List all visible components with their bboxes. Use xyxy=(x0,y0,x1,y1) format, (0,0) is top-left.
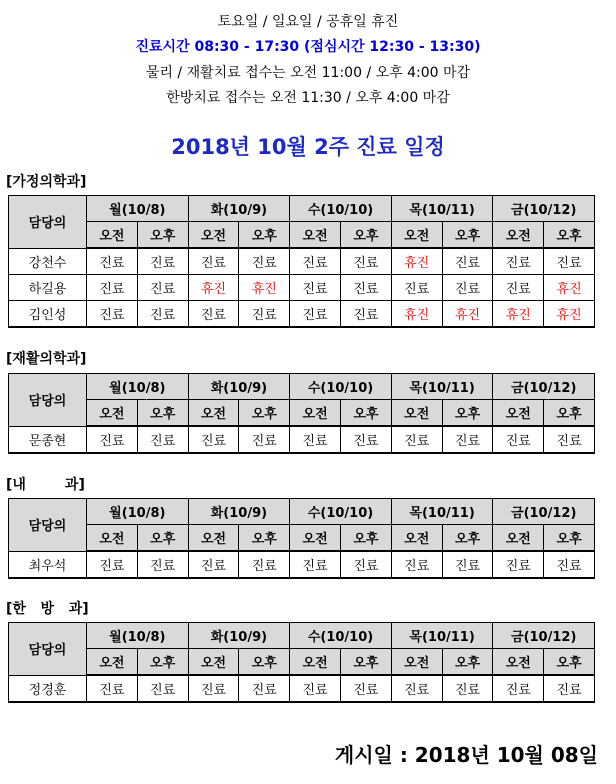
doctor-name: 하길용 xyxy=(9,275,87,301)
schedule-cell: 휴진 xyxy=(544,275,595,301)
am-header: 오전 xyxy=(290,400,341,427)
schedule-cell: 진료 xyxy=(137,248,188,275)
schedule-cell: 진료 xyxy=(290,426,341,453)
doctor-row xyxy=(9,675,595,702)
day-header-row xyxy=(9,196,595,222)
day-header-row xyxy=(9,374,595,400)
department-label: [재활의학과] xyxy=(6,351,87,367)
am-header: 오전 xyxy=(391,649,442,676)
day-header: 수(10/10) xyxy=(290,196,392,222)
schedule-cell: 진료 xyxy=(87,551,138,578)
department-label: [한 방 과] xyxy=(6,601,89,617)
schedule-cell: 진료 xyxy=(442,426,493,453)
day-header: 월(10/8) xyxy=(87,196,189,222)
day-header-row xyxy=(9,623,595,649)
schedule-cell: 진료 xyxy=(137,551,188,578)
day-header: 월(10/8) xyxy=(87,374,189,400)
day-header: 월(10/8) xyxy=(87,499,189,525)
schedule-cell: 휴진 xyxy=(239,275,290,301)
schedule-cell: 진료 xyxy=(137,275,188,301)
posted-date: 게시일 : 2018년 10월 08일 xyxy=(334,743,598,767)
schedule-cell: 진료 xyxy=(137,301,188,328)
schedule-cell: 진료 xyxy=(391,551,442,578)
schedule-cell: 휴진 xyxy=(391,301,442,328)
doctor-name: 정경훈 xyxy=(9,675,87,702)
schedule-cell: 진료 xyxy=(239,675,290,702)
schedule-cell: 진료 xyxy=(87,301,138,328)
doctor-name: 문종현 xyxy=(9,426,87,453)
am-header: 오전 xyxy=(290,222,341,249)
pm-header: 오후 xyxy=(137,525,188,552)
schedule-cell: 진료 xyxy=(341,426,392,453)
am-header: 오전 xyxy=(493,222,544,249)
doctor-header: 담당의 xyxy=(9,499,87,552)
day-header: 목(10/11) xyxy=(391,374,493,400)
schedule-cell: 진료 xyxy=(239,426,290,453)
schedule-cell: 진료 xyxy=(188,248,239,275)
day-header: 금(10/12) xyxy=(493,374,595,400)
pm-header: 오후 xyxy=(341,222,392,249)
am-header: 오전 xyxy=(188,222,239,249)
schedule-cell: 진료 xyxy=(188,426,239,453)
day-header: 목(10/11) xyxy=(391,196,493,222)
day-header: 금(10/12) xyxy=(493,499,595,525)
day-header: 목(10/11) xyxy=(391,623,493,649)
doctor-row xyxy=(9,426,595,453)
rehab-reception-notice: 물리 / 재활치료 접수는 오전 11:00 / 오후 4:00 마감 xyxy=(145,65,471,81)
am-header: 오전 xyxy=(87,525,138,552)
department-label: [내 과] xyxy=(6,477,85,493)
day-header-row xyxy=(9,499,595,525)
am-header: 오전 xyxy=(188,649,239,676)
schedule-cell: 진료 xyxy=(391,275,442,301)
day-header: 수(10/10) xyxy=(290,623,392,649)
schedule-cell: 진료 xyxy=(493,551,544,578)
schedule-cell: 진료 xyxy=(188,675,239,702)
schedule-title: 2018년 10월 2주 진료 일정 xyxy=(171,135,445,159)
department-label: [가정의학과] xyxy=(6,174,87,190)
doctor-name: 강천수 xyxy=(9,248,87,275)
pm-header: 오후 xyxy=(442,649,493,676)
schedule-cell: 진료 xyxy=(87,248,138,275)
schedule-cell: 진료 xyxy=(442,248,493,275)
schedule-cell: 진료 xyxy=(87,275,138,301)
pm-header: 오후 xyxy=(137,649,188,676)
pm-header: 오후 xyxy=(137,400,188,427)
schedule-cell: 진료 xyxy=(341,675,392,702)
pm-header: 오후 xyxy=(544,525,595,552)
schedule-cell: 진료 xyxy=(87,675,138,702)
day-header: 금(10/12) xyxy=(493,623,595,649)
am-header: 오전 xyxy=(87,649,138,676)
am-header: 오전 xyxy=(493,400,544,427)
day-header: 금(10/12) xyxy=(493,196,595,222)
doctor-name: 김인성 xyxy=(9,301,87,328)
schedule-cell: 진료 xyxy=(493,426,544,453)
clinic-hours-notice: 진료시간 08:30 - 17:30 (점심시간 12:30 - 13:30) xyxy=(135,39,481,55)
doctor-row xyxy=(9,301,595,328)
schedule-cell: 진료 xyxy=(391,426,442,453)
schedule-cell: 진료 xyxy=(290,675,341,702)
schedule-cell: 진료 xyxy=(239,301,290,328)
schedule-cell: 진료 xyxy=(87,426,138,453)
schedule-cell: 진료 xyxy=(341,248,392,275)
day-header: 화(10/9) xyxy=(188,499,290,525)
day-header: 화(10/9) xyxy=(188,196,290,222)
am-header: 오전 xyxy=(87,222,138,249)
am-header: 오전 xyxy=(290,649,341,676)
am-header: 오전 xyxy=(87,400,138,427)
am-header: 오전 xyxy=(493,649,544,676)
schedule-cell: 진료 xyxy=(493,675,544,702)
schedule-table xyxy=(8,373,595,454)
schedule-cell: 진료 xyxy=(290,275,341,301)
schedule-cell: 진료 xyxy=(544,675,595,702)
am-header: 오전 xyxy=(391,222,442,249)
doctor-header: 담당의 xyxy=(9,374,87,427)
schedule-cell: 진료 xyxy=(188,551,239,578)
pm-header: 오후 xyxy=(544,649,595,676)
am-header: 오전 xyxy=(188,525,239,552)
day-header: 화(10/9) xyxy=(188,374,290,400)
schedule-cell: 진료 xyxy=(391,675,442,702)
schedule-table xyxy=(8,622,595,703)
pm-header: 오후 xyxy=(442,525,493,552)
day-header: 수(10/10) xyxy=(290,374,392,400)
closed-days-notice: 토요일 / 일요일 / 공휴일 휴진 xyxy=(217,14,399,30)
am-pm-header-row xyxy=(9,400,595,427)
schedule-cell: 진료 xyxy=(188,301,239,328)
schedule-cell: 진료 xyxy=(239,551,290,578)
pm-header: 오후 xyxy=(341,649,392,676)
pm-header: 오후 xyxy=(239,649,290,676)
schedule-cell: 휴진 xyxy=(188,275,239,301)
schedule-cell: 진료 xyxy=(341,275,392,301)
schedule-cell: 휴진 xyxy=(493,301,544,328)
am-header: 오전 xyxy=(391,400,442,427)
pm-header: 오후 xyxy=(442,400,493,427)
day-header: 화(10/9) xyxy=(188,623,290,649)
schedule-cell: 진료 xyxy=(341,551,392,578)
pm-header: 오후 xyxy=(239,525,290,552)
schedule-cell: 진료 xyxy=(341,301,392,328)
schedule-cell: 진료 xyxy=(137,675,188,702)
doctor-row xyxy=(9,551,595,578)
schedule-cell: 휴진 xyxy=(391,248,442,275)
day-header: 수(10/10) xyxy=(290,499,392,525)
doctor-name: 최우석 xyxy=(9,551,87,578)
schedule-cell: 진료 xyxy=(442,275,493,301)
doctor-row xyxy=(9,248,595,275)
am-pm-header-row xyxy=(9,222,595,249)
schedule-cell: 진료 xyxy=(290,248,341,275)
schedule-cell: 진료 xyxy=(239,248,290,275)
am-header: 오전 xyxy=(290,525,341,552)
schedule-cell: 진료 xyxy=(544,551,595,578)
schedule-cell: 진료 xyxy=(290,551,341,578)
schedule-cell: 진료 xyxy=(442,551,493,578)
pm-header: 오후 xyxy=(341,400,392,427)
schedule-cell: 휴진 xyxy=(442,301,493,328)
am-header: 오전 xyxy=(493,525,544,552)
schedule-cell: 진료 xyxy=(493,275,544,301)
pm-header: 오후 xyxy=(341,525,392,552)
pm-header: 오후 xyxy=(239,400,290,427)
schedule-cell: 휴진 xyxy=(544,301,595,328)
day-header: 목(10/11) xyxy=(391,499,493,525)
pm-header: 오후 xyxy=(442,222,493,249)
schedule-cell: 진료 xyxy=(544,248,595,275)
pm-header: 오후 xyxy=(239,222,290,249)
schedule-table xyxy=(8,498,595,579)
doctor-row xyxy=(9,275,595,301)
oriental-reception-notice: 한방치료 접수는 오전 11:30 / 오후 4:00 마감 xyxy=(166,90,450,106)
am-header: 오전 xyxy=(188,400,239,427)
am-pm-header-row xyxy=(9,649,595,676)
pm-header: 오후 xyxy=(137,222,188,249)
schedule-cell: 진료 xyxy=(544,426,595,453)
schedule-cell: 진료 xyxy=(442,675,493,702)
doctor-header: 담당의 xyxy=(9,196,87,249)
schedule-table xyxy=(8,195,595,328)
schedule-cell: 진료 xyxy=(137,426,188,453)
doctor-header: 담당의 xyxy=(9,623,87,676)
schedule-cell: 진료 xyxy=(493,248,544,275)
am-header: 오전 xyxy=(391,525,442,552)
am-pm-header-row xyxy=(9,525,595,552)
day-header: 월(10/8) xyxy=(87,623,189,649)
pm-header: 오후 xyxy=(544,400,595,427)
pm-header: 오후 xyxy=(544,222,595,249)
schedule-cell: 진료 xyxy=(290,301,341,328)
